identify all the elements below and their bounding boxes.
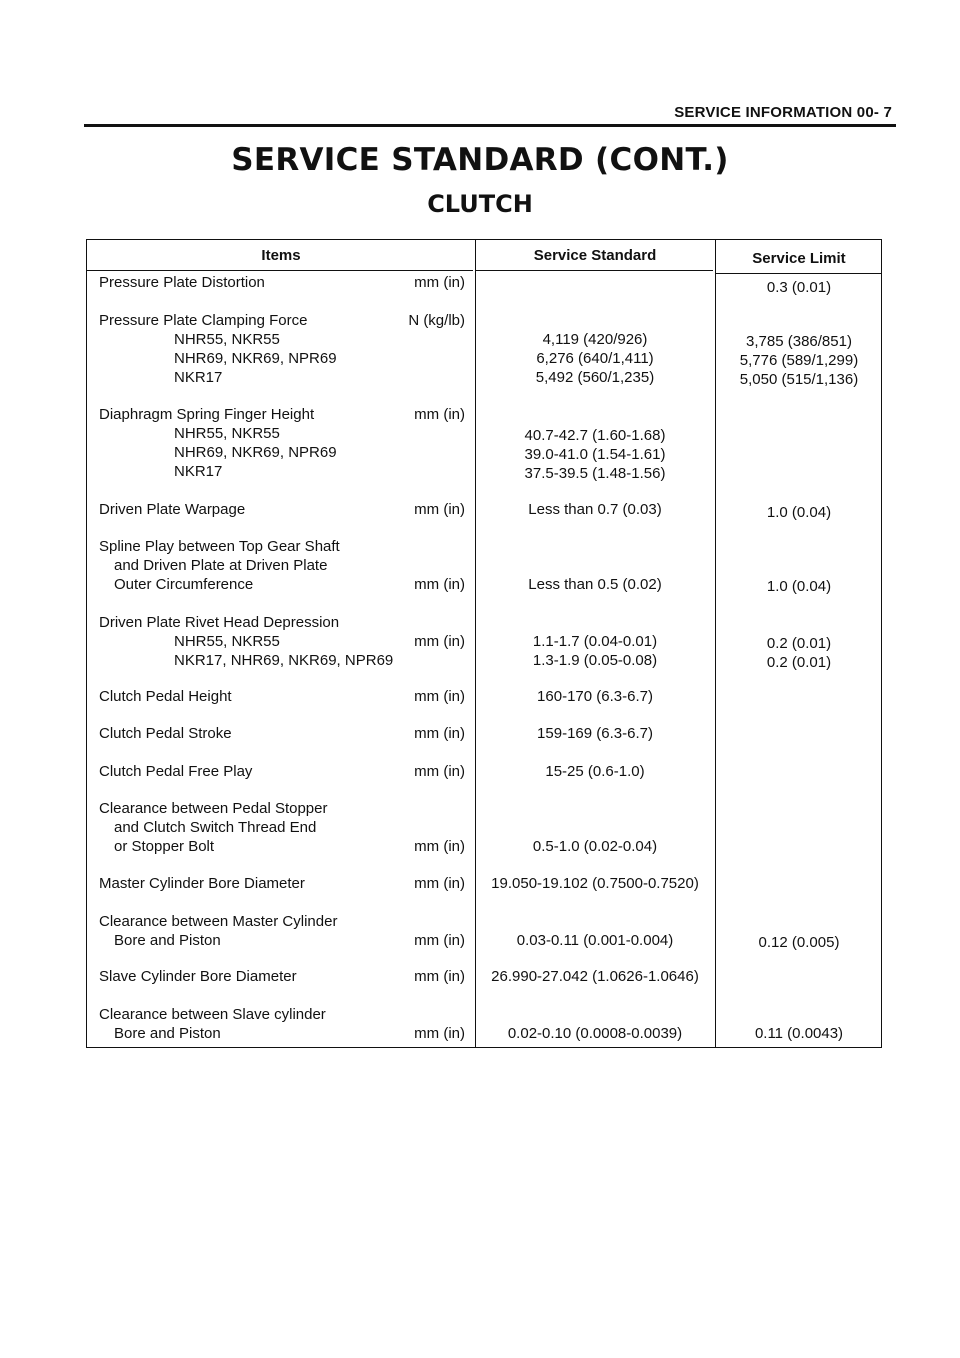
service-limit: 0.2 (0.01) 0.2 (0.01): [766, 635, 832, 671]
item-unit: mm (in): [414, 576, 465, 593]
service-limit: 0.3 (0.01): [766, 279, 832, 296]
service-standard: 0.02-0.10 (0.0008-0.0039): [507, 1025, 683, 1042]
service-standard: 0.5-1.0 (0.02-0.04): [532, 838, 658, 855]
item-unit: mm (in): [414, 633, 465, 650]
page-header: SERVICE INFORMATION 00- 7: [674, 104, 892, 121]
service-standard: Less than 0.7 (0.03): [528, 501, 662, 518]
item-name: Spline Play between Top Gear Shaft and Driven Plate at Driven Plate Outer Circumference: [99, 538, 340, 593]
header-rule: [475, 270, 713, 271]
service-standard-table: [86, 239, 882, 1048]
service-standard: 4,119 (420/926) 6,276 (640/1,411) 5,492 (560/1,235): [535, 331, 655, 386]
item-unit: mm (in): [414, 501, 465, 518]
section-title: CLUTCH: [427, 190, 533, 218]
service-standard: 19.050-19.102 (0.7500-0.7520): [491, 875, 699, 892]
item-name: Clearance between Master Cylinder Bore and Piston: [99, 913, 338, 949]
item-name: Pressure Plate Distortion: [99, 274, 265, 291]
item-unit: mm (in): [414, 1025, 465, 1042]
column-header-service-limit: Service Limit: [752, 250, 846, 267]
item-name: Clutch Pedal Stroke: [99, 725, 232, 742]
service-standard: 1.1-1.7 (0.04-0.01) 1.3-1.9 (0.05-0.08): [532, 633, 658, 669]
service-standard: 15-25 (0.6-1.0): [545, 763, 645, 780]
item-name: Pressure Plate Clamping Force NHR55, NKR55 NHR69, NKR69, NPR69 NKR17: [99, 312, 337, 386]
item-unit: mm (in): [414, 274, 465, 291]
service-limit: 3,785 (386/851) 5,776 (589/1,299) 5,050 (515/1,136): [739, 333, 859, 388]
service-standard: 0.03-0.11 (0.001-0.004): [516, 932, 674, 949]
header-rule: [715, 273, 881, 274]
page-title: SERVICE STANDARD (CONT.): [231, 142, 729, 178]
service-limit: 0.12 (0.005): [758, 934, 840, 951]
service-standard: 26.990-27.042 (1.0626-1.0646): [491, 968, 699, 985]
column-header-items: Items: [261, 247, 301, 264]
item-name: Clutch Pedal Height: [99, 688, 232, 705]
item-unit: mm (in): [414, 968, 465, 985]
item-unit: mm (in): [414, 688, 465, 705]
service-limit: 1.0 (0.04): [766, 504, 832, 521]
item-name: Master Cylinder Bore Diameter: [99, 875, 305, 892]
service-standard: 160-170 (6.3-6.7): [537, 688, 653, 705]
item-name: Slave Cylinder Bore Diameter: [99, 968, 297, 985]
item-name: Clearance between Pedal Stopper and Clutch Switch Thread End or Stopper Bolt: [99, 800, 328, 855]
item-unit: mm (in): [414, 763, 465, 780]
item-name: Driven Plate Rivet Head Depression NHR55, NKR55 NKR17, NHR69, NKR69, NPR69: [99, 614, 394, 669]
service-standard: Less than 0.5 (0.02): [528, 576, 662, 593]
column-header-service-standard: Service Standard: [533, 247, 657, 264]
item-unit: mm (in): [414, 725, 465, 742]
service-limit: 1.0 (0.04): [766, 578, 832, 595]
item-unit: mm (in): [414, 838, 465, 855]
item-name: Diaphragm Spring Finger Height NHR55, NKR55 NHR69, NKR69, NPR69 NKR17: [99, 406, 337, 480]
item-name: Clutch Pedal Free Play: [99, 763, 253, 780]
service-standard: 159-169 (6.3-6.7): [537, 725, 653, 742]
header-rule: [87, 270, 473, 271]
item-unit: N (kg/lb): [408, 312, 465, 329]
header-rule: [84, 124, 896, 127]
item-name: Clearance between Slave cylinder Bore and Piston: [99, 1006, 326, 1042]
service-limit: 0.11 (0.0043): [754, 1025, 844, 1042]
service-standard: 40.7-42.7 (1.60-1.68) 39.0-41.0 (1.54-1.61) 37.5-39.5 (1.48-1.56): [524, 427, 666, 482]
item-name: Driven Plate Warpage: [99, 501, 246, 518]
item-unit: mm (in): [414, 932, 465, 949]
item-unit: mm (in): [414, 875, 465, 892]
item-unit: mm (in): [414, 406, 465, 423]
